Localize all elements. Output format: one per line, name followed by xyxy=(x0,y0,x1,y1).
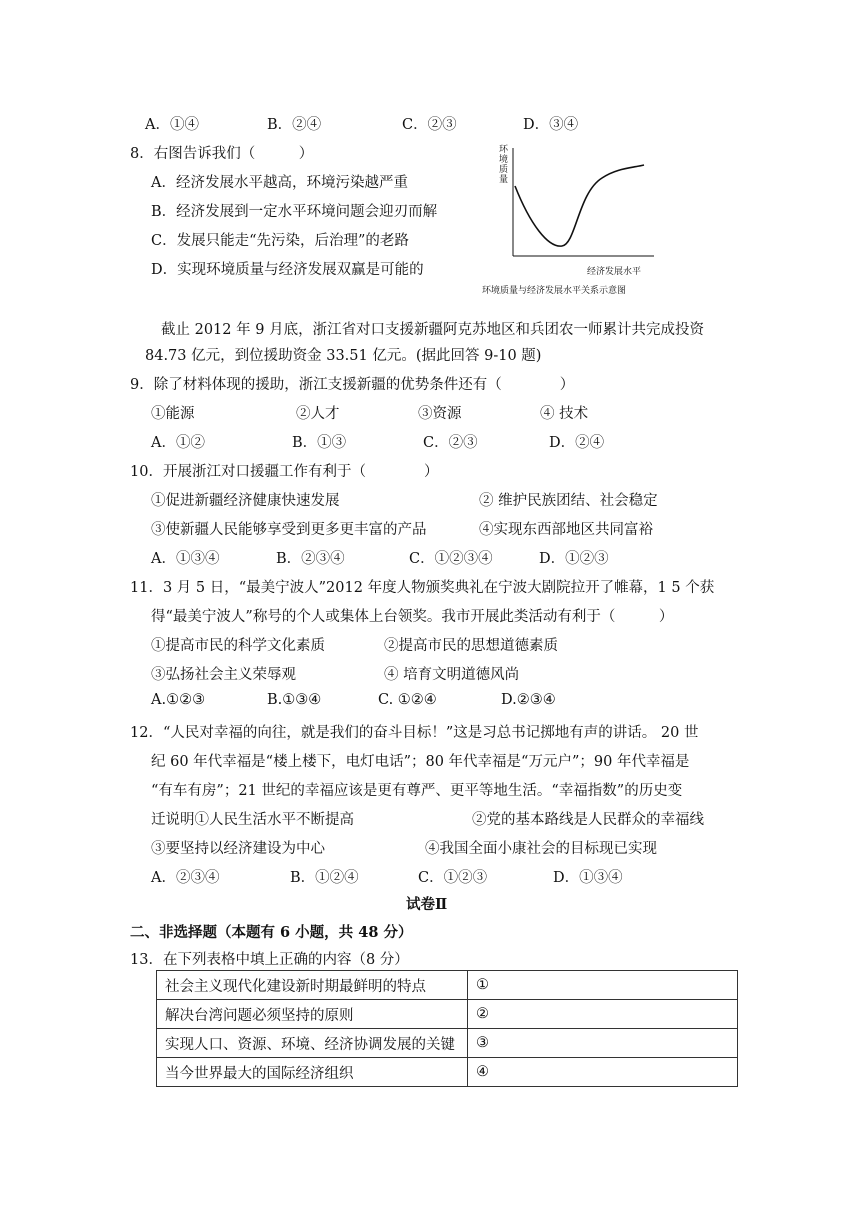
q12-line-4b: ②党的基本路线是人民群众的幸福线 xyxy=(472,812,704,828)
figure-caption: 环境质量与经济发展水平关系示意图 xyxy=(482,286,627,296)
q8-figure xyxy=(462,138,682,300)
q9-item: ③资源 xyxy=(418,406,462,422)
q10-option-b: B．②③④ xyxy=(276,551,345,567)
x-axis-label: 经济发展水平 xyxy=(587,267,642,277)
q11-option-b: B.①③④ xyxy=(267,692,322,708)
q12-line-4a: 迁说明①人民生活水平不断提高 xyxy=(151,812,354,828)
q8-option-c: C．发展只能走“先污染，后治理”的老路 xyxy=(151,233,409,249)
q11-item: ①提高市民的科学文化素质 xyxy=(151,638,325,654)
q7-option-a: A．①④ xyxy=(145,117,199,133)
q8-option-d: D．实现环境质量与经济发展双赢是可能的 xyxy=(151,262,424,278)
y-axis-label-char: 量 xyxy=(499,175,509,185)
q12-option-d: D．①③④ xyxy=(553,870,623,886)
table-cell-topic: 社会主义现代化建设新时期最鲜明的特点 xyxy=(157,971,468,1000)
q10-item: ①促进新疆经济健康快速发展 xyxy=(151,493,340,509)
q12-item: ③要坚持以经济建设为中心 xyxy=(151,841,325,857)
q12-item: ④我国全面小康社会的目标现已实现 xyxy=(425,841,657,857)
y-axis-label-char: 境 xyxy=(499,155,509,165)
q11-option-d: D.②③④ xyxy=(501,692,556,708)
q11-line-1: 11．3 月 5 日，“最美宁波人”2012 年度人物颁奖典礼在宁波大剧院拉开了帷幕，1 5 个获 xyxy=(130,580,715,596)
table-cell-answer: ① xyxy=(468,971,738,1000)
q7-option-c: C．②③ xyxy=(402,117,457,133)
q13-table xyxy=(156,970,738,1087)
q9-option-b: B．①③ xyxy=(292,435,347,451)
material-line-1: 截止 2012 年 9 月底，浙江省对口支援新疆阿克苏地区和兵团农一师累计共完成投资 xyxy=(161,322,705,338)
q11-option-c: C. ①②④ xyxy=(378,692,437,708)
y-axis-label-char: 环 xyxy=(499,145,509,155)
q9-item: ②人才 xyxy=(296,406,340,422)
q12-line-3: “有车有房”；21 世纪的幸福应该是更有尊严、更平等地生活。“幸福指数”的历史变 xyxy=(151,783,683,799)
table-row xyxy=(157,1029,738,1058)
section-heading: 二、非选择题（本题有 6 小题，共 48 分） xyxy=(130,924,413,941)
q12-option-b: B．①②④ xyxy=(290,870,359,886)
q8-option-b: B．经济发展到一定水平环境问题会迎刃而解 xyxy=(151,204,438,220)
table-cell-topic: 实现人口、资源、环境、经济协调发展的关键 xyxy=(157,1029,468,1058)
q11-item: ④ 培育文明道德风尚 xyxy=(384,667,520,683)
q7-option-b: B．②④ xyxy=(267,117,322,133)
table-row xyxy=(157,1058,738,1087)
q10-option-a: A．①③④ xyxy=(151,551,220,567)
table-cell-answer: ③ xyxy=(468,1029,738,1058)
q11-option-a: A.①②③ xyxy=(151,692,206,708)
table-cell-topic: 解决台湾问题必须坚持的原则 xyxy=(157,1000,468,1029)
table-cell-answer: ④ xyxy=(468,1058,738,1087)
quality-curve xyxy=(515,165,644,246)
q13-stem: 13．在下列表格中填上正确的内容（8 分） xyxy=(130,952,409,968)
q10-option-d: D．①②③ xyxy=(539,551,609,567)
q12-line-2: 纪 60 年代幸福是“楼上楼下，电灯电话”；80 年代幸福是“万元户”；90 年代幸福是 xyxy=(151,754,690,770)
y-axis-label xyxy=(499,144,509,185)
q11-item: ②提高市民的思想道德素质 xyxy=(384,638,558,654)
q9-item: ④ 技术 xyxy=(540,406,589,422)
q10-item: ④实现东西部地区共同富裕 xyxy=(479,522,653,538)
table-row xyxy=(157,971,738,1000)
table-cell-topic: 当今世界最大的国际经济组织 xyxy=(157,1058,468,1087)
q12-option-a: A．②③④ xyxy=(151,870,220,886)
y-axis-label-char: 质 xyxy=(499,165,509,175)
part2-title: 试卷Ⅱ xyxy=(406,896,448,913)
q9-option-d: D．②④ xyxy=(549,435,605,451)
q8-option-a: A．经济发展水平越高，环境污染越严重 xyxy=(151,175,408,191)
q10-item: ② 维护民族团结、社会稳定 xyxy=(479,493,658,509)
q9-stem: 9．除了材料体现的援助，浙江支援新疆的优势条件还有（ ） xyxy=(130,377,575,393)
q12-line-1: 12．“人民对幸福的向往，就是我们的奋斗目标！”这是习总书记掷地有声的讲话。 20 世 xyxy=(130,725,699,741)
material-line-2: 84.73 亿元，到位援助资金 33.51 亿元。(据此回答 9-10 题) xyxy=(145,348,542,364)
q11-line-2: 得“最美宁波人”称号的个人或集体上台领奖。我市开展此类活动有利于（ ） xyxy=(151,609,674,625)
table-cell-answer: ② xyxy=(468,1000,738,1029)
q12-option-c: C．①②③ xyxy=(418,870,488,886)
q7-option-d: D．③④ xyxy=(523,117,579,133)
table-row xyxy=(157,1000,738,1029)
q10-stem: 10．开展浙江对口援疆工作有利于（ ） xyxy=(130,464,439,480)
q9-option-c: C．②③ xyxy=(423,435,478,451)
q9-option-a: A．①② xyxy=(151,435,205,451)
q10-item: ③使新疆人民能够享受到更多更丰富的产品 xyxy=(151,522,427,538)
q10-option-c: C．①②③④ xyxy=(409,551,493,567)
q8-stem: 8．右图告诉我们（ ） xyxy=(130,146,314,162)
q9-item: ①能源 xyxy=(151,406,195,422)
q11-item: ③弘扬社会主义荣辱观 xyxy=(151,667,296,683)
